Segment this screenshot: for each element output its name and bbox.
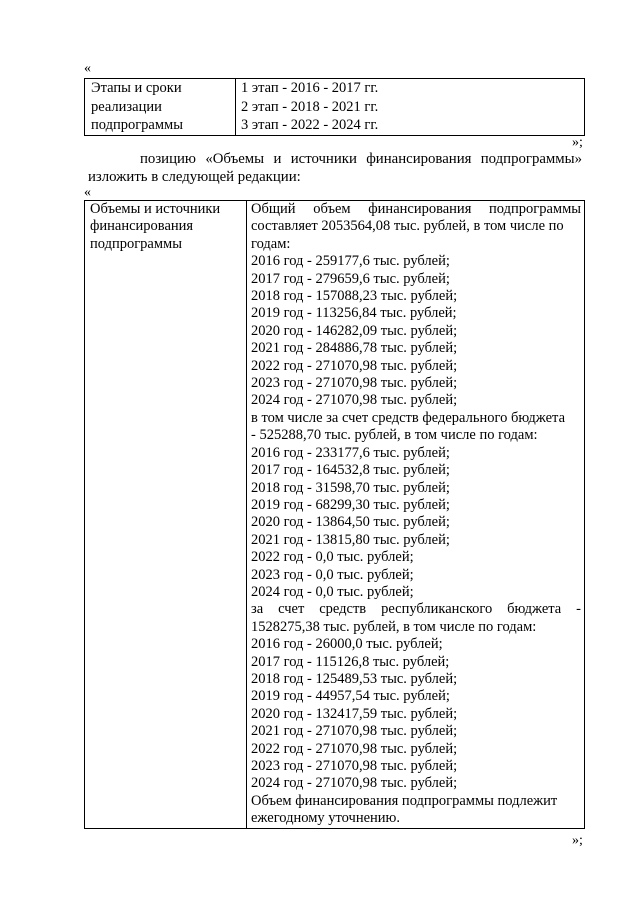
republic-year-line: 2016 год - 26000,0 тыс. рублей; — [251, 636, 443, 653]
republic-year-line: 2024 год - 271070,98 тыс. рублей; — [251, 775, 458, 792]
stages-label-line: реализации — [91, 98, 162, 115]
financing-label-line: подпрограммы — [90, 235, 182, 252]
total-year-line: 2019 год - 113256,84 тыс. рублей; — [251, 305, 457, 322]
total-text-line: годам: — [251, 235, 291, 252]
opening-quote-1: « — [84, 61, 91, 76]
financing-table — [84, 200, 585, 829]
republic-year-line: 2017 год - 115126,8 тыс. рублей; — [251, 653, 450, 670]
total-year-line: 2020 год - 146282,09 тыс. рублей; — [251, 322, 458, 339]
republic-year-line: 2021 год - 271070,98 тыс. рублей; — [251, 723, 458, 740]
final-note-line: Объем финансирования подпрограммы подлежит — [251, 792, 558, 809]
total-year-line: 2024 год - 271070,98 тыс. рублей; — [251, 392, 458, 409]
republic-year-line: 2018 год - 125489,53 тыс. рублей; — [251, 670, 458, 687]
stage-line: 3 этап - 2022 - 2024 гг. — [241, 117, 379, 133]
opening-quote-2: « — [84, 185, 91, 200]
federal-year-line: 2024 год - 0,0 тыс. рублей; — [251, 583, 414, 600]
closing-quote-2: »; — [572, 833, 583, 848]
financing-label-line: финансирования — [90, 218, 194, 235]
financing-label-cell — [85, 201, 247, 829]
financing-label-line: Объемы и источники — [90, 201, 221, 217]
instruction-paragraph — [88, 150, 582, 186]
federal-year-line: 2017 год - 164532,8 тыс. рублей; — [251, 462, 450, 479]
final-note-line: ежегодному уточнению. — [251, 810, 401, 827]
financing-value-cell — [247, 201, 585, 829]
instruction-line-2: изложить в следующей редакции: — [88, 169, 301, 185]
republic-year-line: 2023 год - 271070,98 тыс. рублей; — [251, 758, 458, 774]
republic-year-line: 2019 год - 44957,54 тыс. рублей; — [251, 688, 450, 705]
federal-year-line: 2022 год - 0,0 тыс. рублей; — [251, 549, 414, 566]
stages-label-cell — [85, 79, 236, 136]
federal-year-line: 2023 год - 0,0 тыс. рублей; — [251, 566, 414, 583]
federal-year-line: 2020 год - 13864,50 тыс. рублей; — [251, 514, 450, 531]
total-year-line: 2022 год - 271070,98 тыс. рублей; — [251, 357, 458, 374]
federal-text-line: - 525288,70 тыс. рублей, в том числе по годам: — [251, 427, 538, 444]
federal-text-line: в том числе за счет средств федерального бюджета — [251, 409, 566, 426]
stage-line: 2 этап - 2018 - 2021 гг. — [241, 98, 379, 115]
total-text-line: Общий объем финансирования подпрограммы — [251, 201, 581, 217]
federal-year-line: 2016 год - 233177,6 тыс. рублей; — [251, 444, 450, 461]
stage-line: 1 этап - 2016 - 2017 гг. — [241, 80, 379, 96]
total-year-line: 2023 год - 271070,98 тыс. рублей; — [251, 375, 458, 392]
instruction-line-1: позицию «Объемы и источники финансирования подпрограммы» — [140, 151, 582, 167]
republic-year-line: 2020 год - 132417,59 тыс. рублей; — [251, 705, 458, 722]
total-year-line: 2021 год - 284886,78 тыс. рублей; — [251, 340, 458, 357]
total-year-line: 2018 год - 157088,23 тыс. рублей; — [251, 288, 458, 305]
total-text-line: составляет 2053564,08 тыс. рублей, в том числе по — [251, 218, 564, 235]
total-year-line: 2016 год - 259177,6 тыс. рублей; — [251, 253, 450, 270]
total-year-line: 2017 год - 279659,6 тыс. рублей; — [251, 270, 450, 287]
closing-quote-1: »; — [572, 135, 583, 150]
republic-text-line: за счет средств республиканского бюджета - — [251, 601, 581, 618]
federal-year-line: 2019 год - 68299,30 тыс. рублей; — [251, 496, 450, 513]
stages-label-line: подпрограммы — [91, 117, 183, 133]
stages-table — [84, 78, 585, 136]
federal-year-line: 2021 год - 13815,80 тыс. рублей; — [251, 531, 450, 548]
federal-year-line: 2018 год - 31598,70 тыс. рублей; — [251, 479, 450, 496]
stages-label-line: Этапы и сроки — [91, 80, 182, 96]
republic-year-line: 2022 год - 271070,98 тыс. рублей; — [251, 740, 458, 757]
republic-text-line: 1528275,38 тыс. рублей, в том числе по годам: — [251, 618, 537, 635]
stages-value-cell — [236, 79, 585, 136]
